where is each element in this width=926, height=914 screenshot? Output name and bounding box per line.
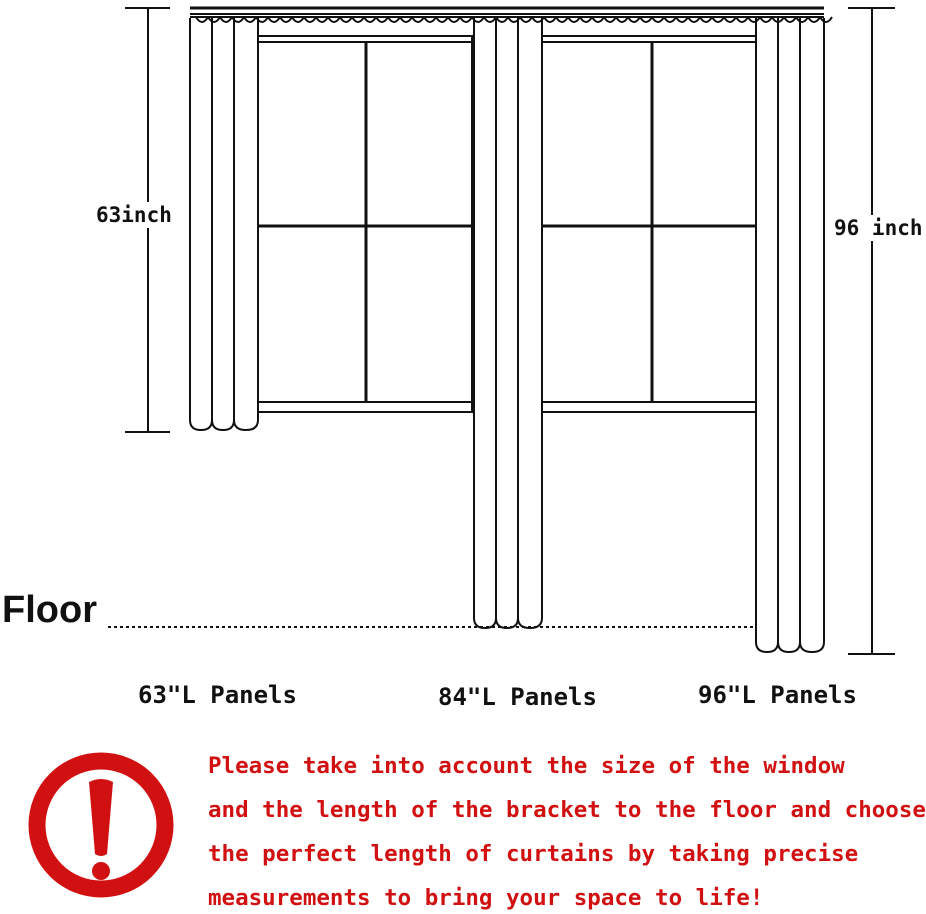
curtain-panel-84 — [474, 18, 542, 628]
notice-line: and the length of the bracket to the floor and choose — [208, 797, 926, 823]
window-right — [542, 36, 756, 412]
curtain-panel-96 — [756, 18, 824, 652]
panel-label-84: 84"L Panels — [438, 683, 597, 711]
dimension-label-63: 63inch — [96, 203, 172, 227]
panel-label-96: 96"L Panels — [698, 681, 857, 709]
curtain-panel-63 — [190, 18, 258, 430]
notice-line: measurements to bring your space to life! — [208, 885, 764, 911]
dimension-96 — [848, 8, 895, 654]
curtain-rod — [190, 8, 832, 22]
panel-label-63: 63"L Panels — [138, 681, 297, 709]
window-left — [258, 36, 472, 412]
warning-icon — [26, 750, 176, 900]
notice-line: the perfect length of curtains by taking precise — [208, 841, 859, 867]
notice-text — [208, 744, 924, 914]
notice-line: Please take into account the size of the window — [208, 753, 845, 779]
dimension-label-96: 96 inch — [834, 216, 923, 240]
floor-label: Floor — [2, 589, 97, 631]
